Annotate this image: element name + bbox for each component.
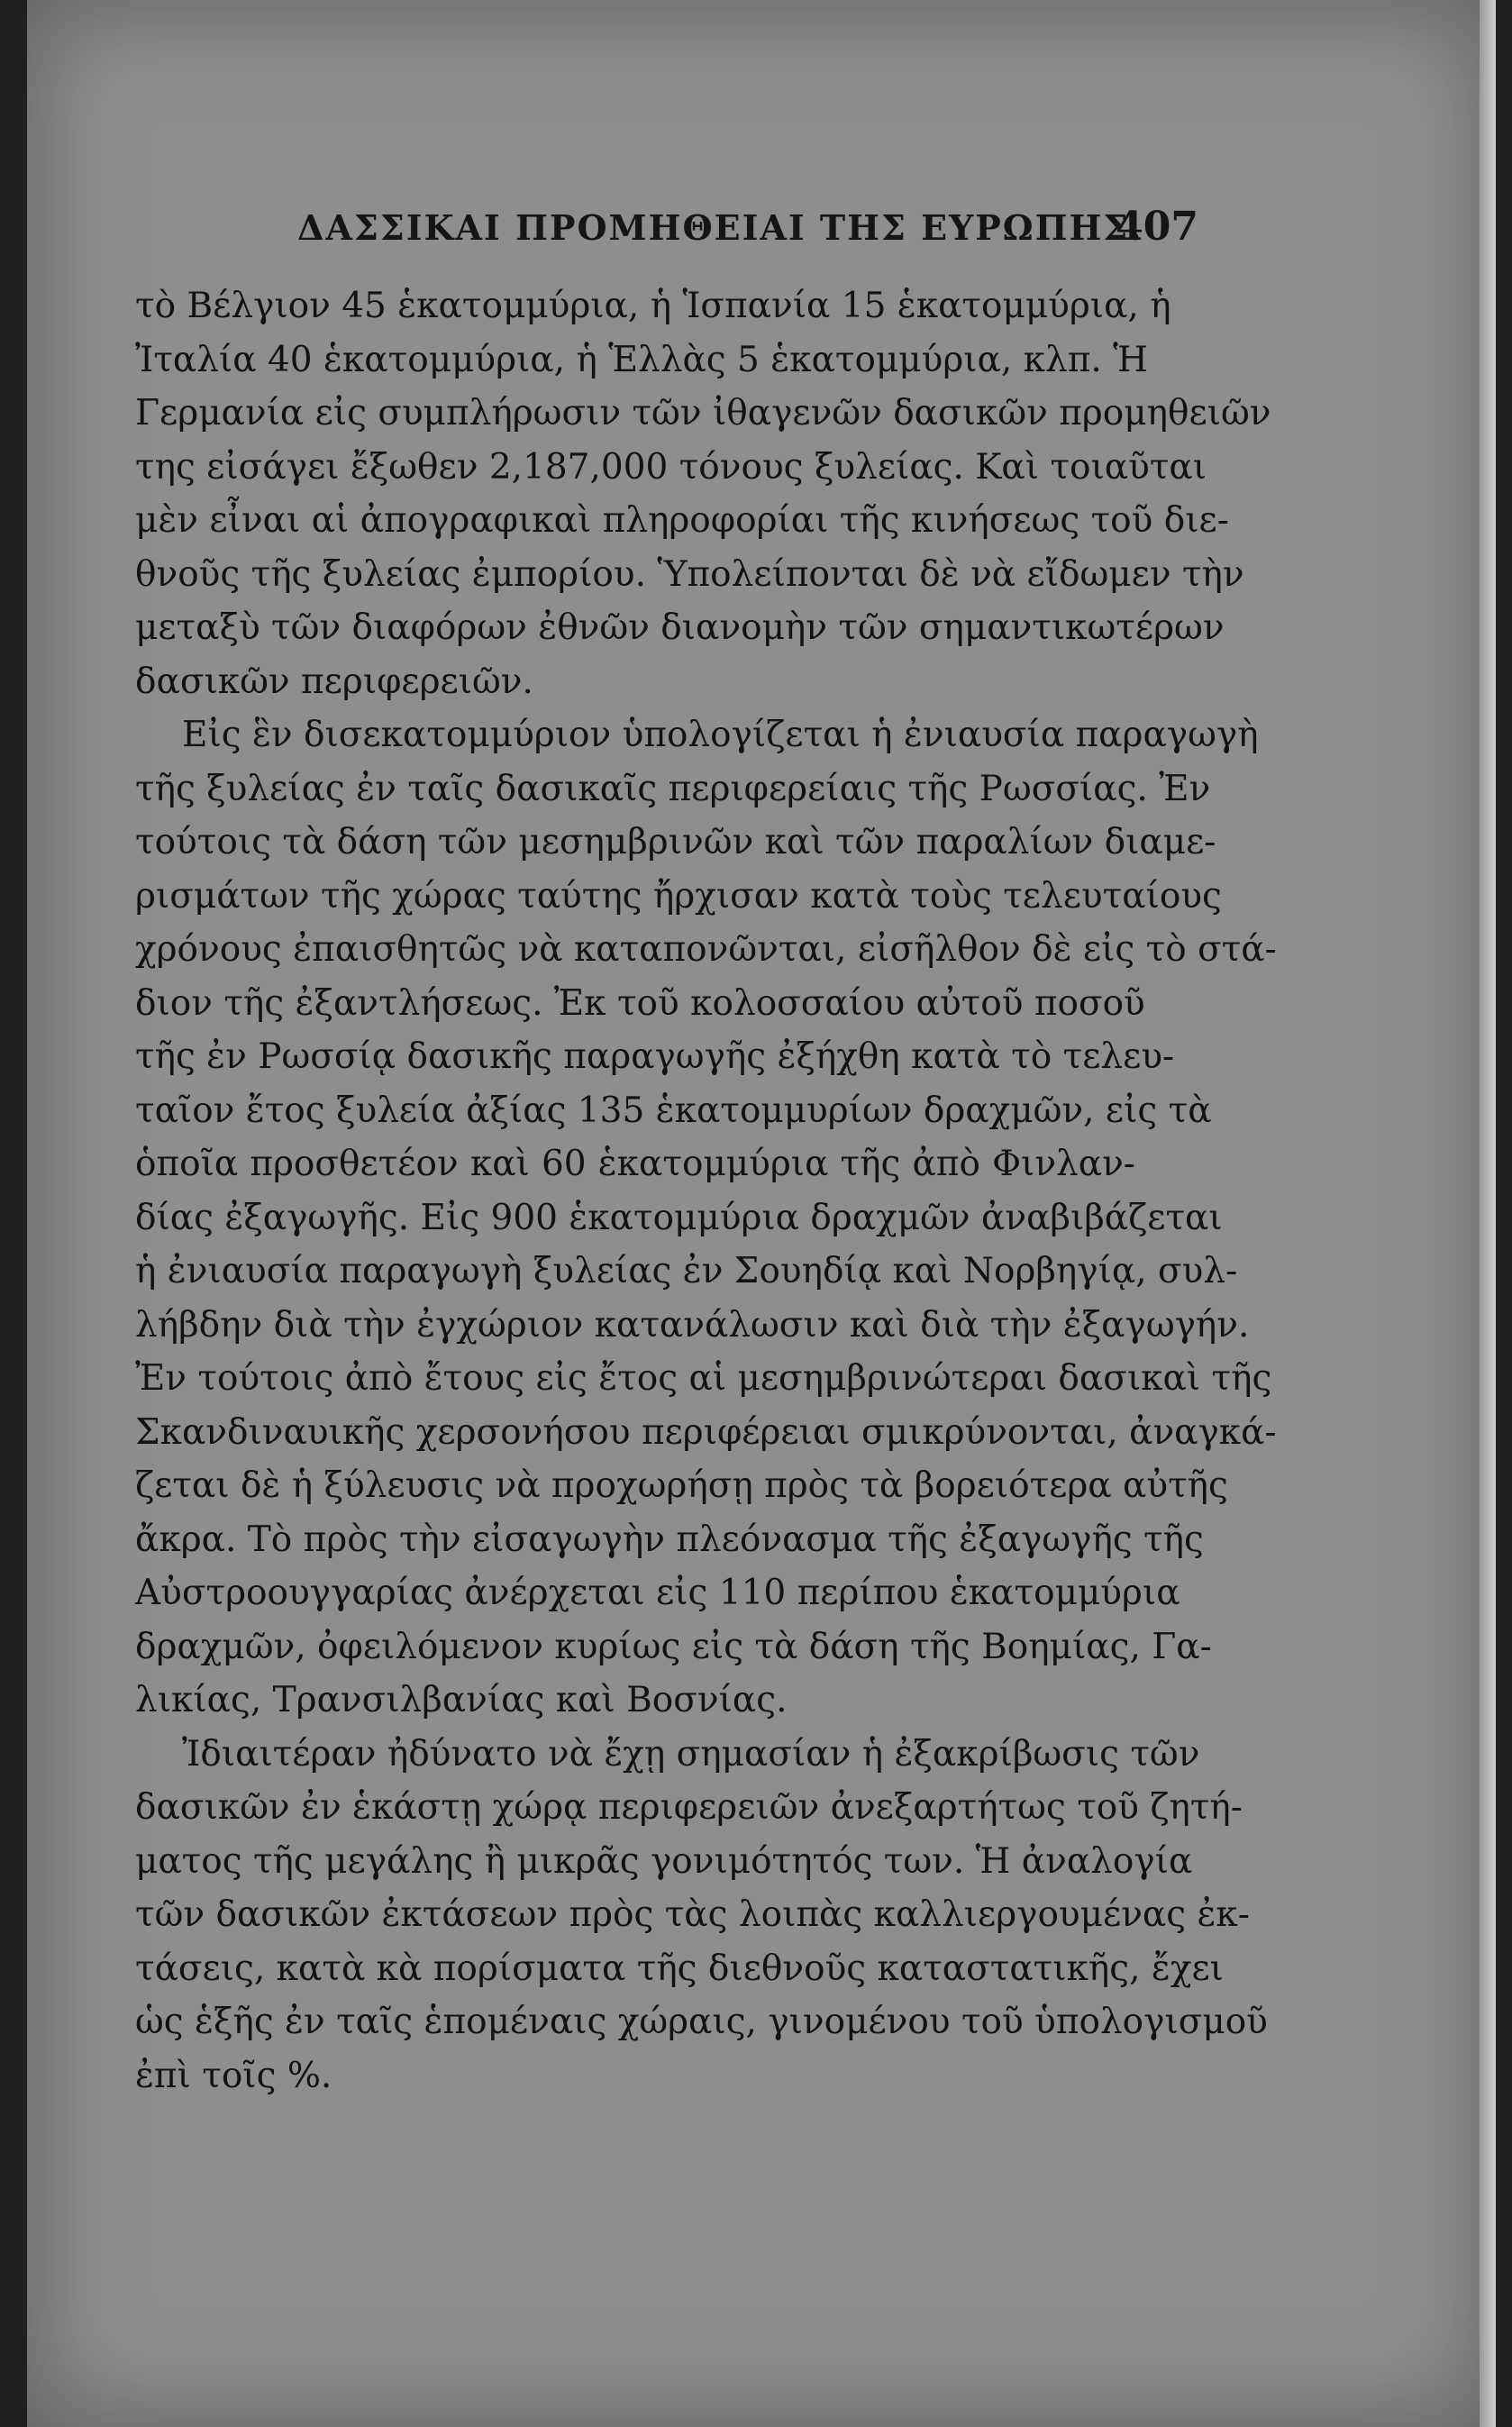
text-line: Ἐν τούτοις ἀπὸ ἔτους εἰς ἔτος αἱ μεσημβρινώτεραι δασικαὶ τῆς <box>135 1358 1272 1399</box>
text-line: Ἰδιαιτέραν ἠδύνατο νὰ ἔχῃ σημασίαν ἡ ἐξακρίβωσις τῶν <box>182 1733 1200 1775</box>
text-line: ματος τῆς μεγάλης ἢ μικρᾶς γονιμότητός των. Ἡ ἀναλογία <box>135 1840 1193 1882</box>
text-line: τὸ Βέλγιον 45 ἑκατομμύρια, ἡ Ἱσπανία 15 ἑκατομμύρια, ἡ <box>135 286 1171 326</box>
page-edge <box>1480 0 1496 2427</box>
text-line: μὲν εἶναι αἱ ἀπογραφικαὶ πληροφορίαι τῆς κινήσεως τοῦ διε- <box>135 500 1229 541</box>
text-line: ὁποῖα προσθετέον καὶ 60 ἑκατομμύρια τῆς ἀπὸ Φινλαν- <box>135 1144 1135 1184</box>
text-line: Αὐστροουγγαρίας ἀνέρχεται εἰς 110 περίπου ἑκατομμύρια <box>135 1573 1180 1613</box>
text-line: ὡς ἑξῆς ἐν ταῖς ἑπομέναις χώραις, γινομένου τοῦ ὑπολογισμοῦ <box>135 2002 1268 2042</box>
text-line: τούτοις τὰ δάση τῶν μεσημβρινῶν καὶ τῶν παραλίων διαμε- <box>135 822 1216 862</box>
text-line: δραχμῶν, ὀφειλόμενον κυρίως εἰς τὰ δάση τῆς Βοημίας, Γα- <box>135 1626 1212 1667</box>
text-line: χρόνους ἐπαισθητῶς νὰ καταπονῶνται, εἰσῆλθον δὲ εἰς τὸ στά- <box>135 929 1277 970</box>
text-line: Γερμανία εἰς συμπλήρωσιν τῶν ἰθαγενῶν δασικῶν προμηθειῶν <box>135 393 1271 433</box>
text-line: ρισμάτων τῆς χώρας ταύτης ἤρχισαν κατὰ τοὺς τελευταίους <box>135 875 1222 917</box>
running-title: ΔΑΣΣΙΚΑΙ ΠΡΟΜΗΘΕΙΑΙ ΤΗΣ ΕΥΡΩΠΗΣ. <box>297 207 1143 248</box>
text-line: τῆς ξυλείας ἐν ταῖς δασικαῖς περιφερείαις τῆς Ρωσσίας. Ἐν <box>135 768 1211 809</box>
text-line: ζεται δὲ ἡ ξύλευσις νὰ προχωρήσῃ πρὸς τὰ βορειότερα αὐτῆς <box>135 1465 1228 1506</box>
body-text <box>135 279 1277 2103</box>
text-line: τῶν δασικῶν ἐκτάσεων πρὸς τὰς λοιπὰς καλλιεργουμένας ἐκ- <box>135 1894 1250 1935</box>
text-line: ἐπὶ τοῖς %. <box>135 2055 332 2096</box>
text-line: ἡ ἐνιαυσία παραγωγὴ ξυλείας ἐν Σουηδίᾳ καὶ Νορβηγίᾳ, συλ- <box>135 1251 1238 1291</box>
text-line: λήβδην διὰ τὴν ἐγχώριον κατανάλωσιν καὶ διὰ τὴν ἐξαγωγήν. <box>135 1304 1250 1346</box>
text-line: τάσεις, κατὰ κὰ πορίσματα τῆς διεθνοῦς καταστατικῆς, ἔχει <box>135 1948 1224 1989</box>
paragraph <box>135 1728 1268 2103</box>
page-header <box>297 204 1198 261</box>
text-line: μεταξὺ τῶν διαφόρων ἐθνῶν διανομὴν τῶν σημαντικωτέρων <box>135 607 1225 648</box>
text-line: λικίας, Τρανσιλβανίας καὶ Βοσνίας. <box>135 1680 788 1720</box>
text-line: δασικῶν ἐν ἑκάστῃ χώρᾳ περιφερειῶν ἀνεξαρτήτως τοῦ ζητή- <box>135 1787 1243 1828</box>
text-line: Ἰταλία 40 ἑκατομμύρια, ἡ Ἑλλὰς 5 ἑκατομμύρια, κλπ. Ἡ <box>135 339 1148 380</box>
text-line: δασικῶν περιφερειῶν. <box>135 661 533 702</box>
paragraph <box>135 279 1271 708</box>
paragraph <box>135 708 1277 1728</box>
text-line: ἄκρα. Τὸ πρὸς τὴν εἰσαγωγὴν πλεόνασμα τῆς ἐξαγωγῆς τῆς <box>135 1519 1204 1560</box>
text-line: της εἰσάγει ἔξωθεν 2,187,000 τόνους ξυλείας. Καὶ τοιαῦται <box>135 446 1207 488</box>
text-line: Εἰς ἓν δισεκατομμύριον ὑπολογίζεται ἡ ἐνιαυσία παραγωγὴ <box>182 715 1259 755</box>
page-number: 407 <box>1116 204 1198 250</box>
text-line: θνοῦς τῆς ξυλείας ἐμπορίου. Ὑπολείπονται δὲ νὰ εἴδωμεν τὴν <box>135 553 1244 595</box>
text-line: ταῖον ἔτος ξυλεία ἀξίας 135 ἑκατομμυρίων δραχμῶν, εἰς τὰ <box>135 1090 1212 1131</box>
text-line: Σκανδιναυικῆς χερσονήσου περιφέρειαι σμικρύνονται, ἀναγκά- <box>135 1411 1277 1453</box>
text-line: διον τῆς ἐξαντλήσεως. Ἐκ τοῦ κολοσσαίου αὐτοῦ ποσοῦ <box>135 982 1145 1024</box>
text-line: δίας ἐξαγωγῆς. Εἰς 900 ἑκατομμύρια δραχμῶν ἀναβιβάζεται <box>135 1197 1223 1238</box>
text-line: τῆς ἐν Ρωσσίᾳ δασικῆς παραγωγῆς ἐξήχθη κατὰ τὸ τελευ- <box>135 1036 1175 1077</box>
